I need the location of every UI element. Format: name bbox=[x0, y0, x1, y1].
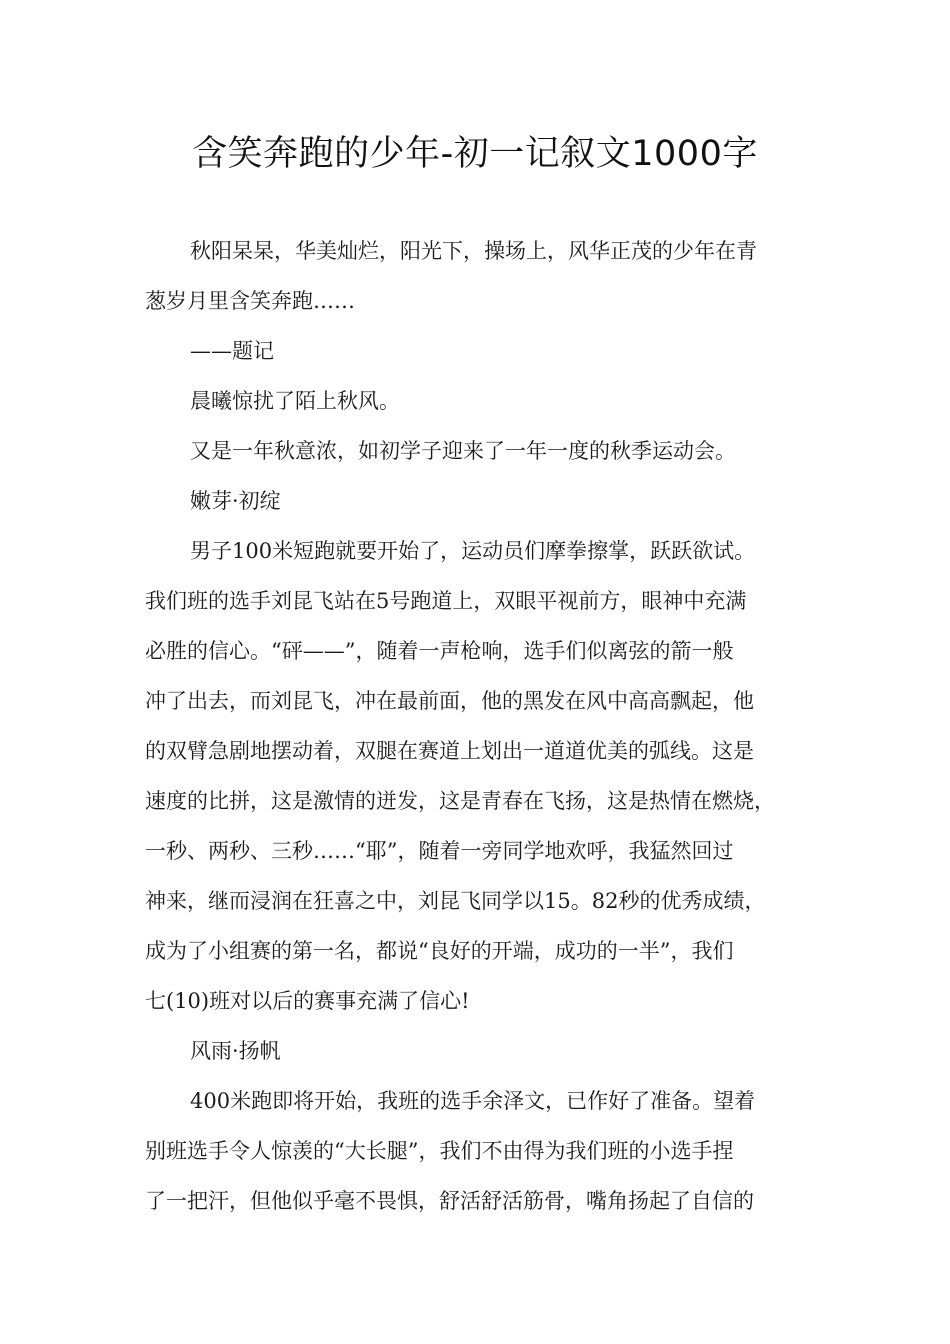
text-line: 速度的比拼，这是激情的迸发，这是青春在飞扬，这是热情在燃烧， bbox=[145, 789, 775, 813]
text-line: 成为了小组赛的第一名，都说“良好的开端，成功的一半”，我们 bbox=[145, 939, 734, 963]
document-title: 含笑奔跑的少年-初一记叙文1000字 bbox=[192, 134, 758, 174]
text-line: 冲了出去，而刘昆飞，冲在最前面，他的黑发在风中高高飘起，他 bbox=[145, 689, 754, 713]
text-line: 400米跑即将开始，我班的选手余泽文，已作好了准备。望着 bbox=[190, 1089, 756, 1113]
text-line: 别班选手令人惊羡的“大长腿”，我们不由得为我们班的小选手捏 bbox=[145, 1139, 734, 1163]
document-body bbox=[145, 226, 805, 1226]
text-line: 秋阳杲杲，华美灿烂，阳光下，操场上，风华正茂的少年在青 bbox=[190, 239, 757, 263]
text-line: 风雨·扬帆 bbox=[190, 1039, 281, 1063]
text-line: 一秒、两秒、三秒……“耶”，随着一旁同学地欢呼，我猛然回过 bbox=[145, 839, 734, 863]
text-line: 七(10)班对以后的赛事充满了信心! bbox=[145, 989, 470, 1013]
text-line: 的双臂急剧地摆动着，双腿在赛道上划出一道道优美的弧线。这是 bbox=[145, 739, 754, 763]
text-line: 我们班的选手刘昆飞站在5号跑道上，双眼平视前方，眼神中充满 bbox=[145, 589, 747, 613]
text-line: ——题记 bbox=[190, 339, 274, 363]
text-line: 又是一年秋意浓，如初学子迎来了一年一度的秋季运动会。 bbox=[190, 439, 736, 463]
text-line: 男子100米短跑就要开始了，运动员们摩拳擦掌，跃跃欲试。 bbox=[190, 539, 756, 563]
text-line: 必胜的信心。“砰——”，随着一声枪响，选手们似离弦的箭一般 bbox=[145, 639, 734, 663]
text-line: 神来，继而浸润在狂喜之中，刘昆飞同学以15。82秒的优秀成绩， bbox=[145, 889, 766, 913]
text-line: 晨曦惊扰了陌上秋风。 bbox=[190, 389, 400, 413]
text-line: 葱岁月里含笑奔跑…… bbox=[145, 289, 355, 313]
text-line: 了一把汗，但他似乎毫不畏惧，舒活舒活筋骨，嘴角扬起了自信的 bbox=[145, 1189, 754, 1213]
text-line: 嫩芽·初绽 bbox=[190, 489, 281, 513]
